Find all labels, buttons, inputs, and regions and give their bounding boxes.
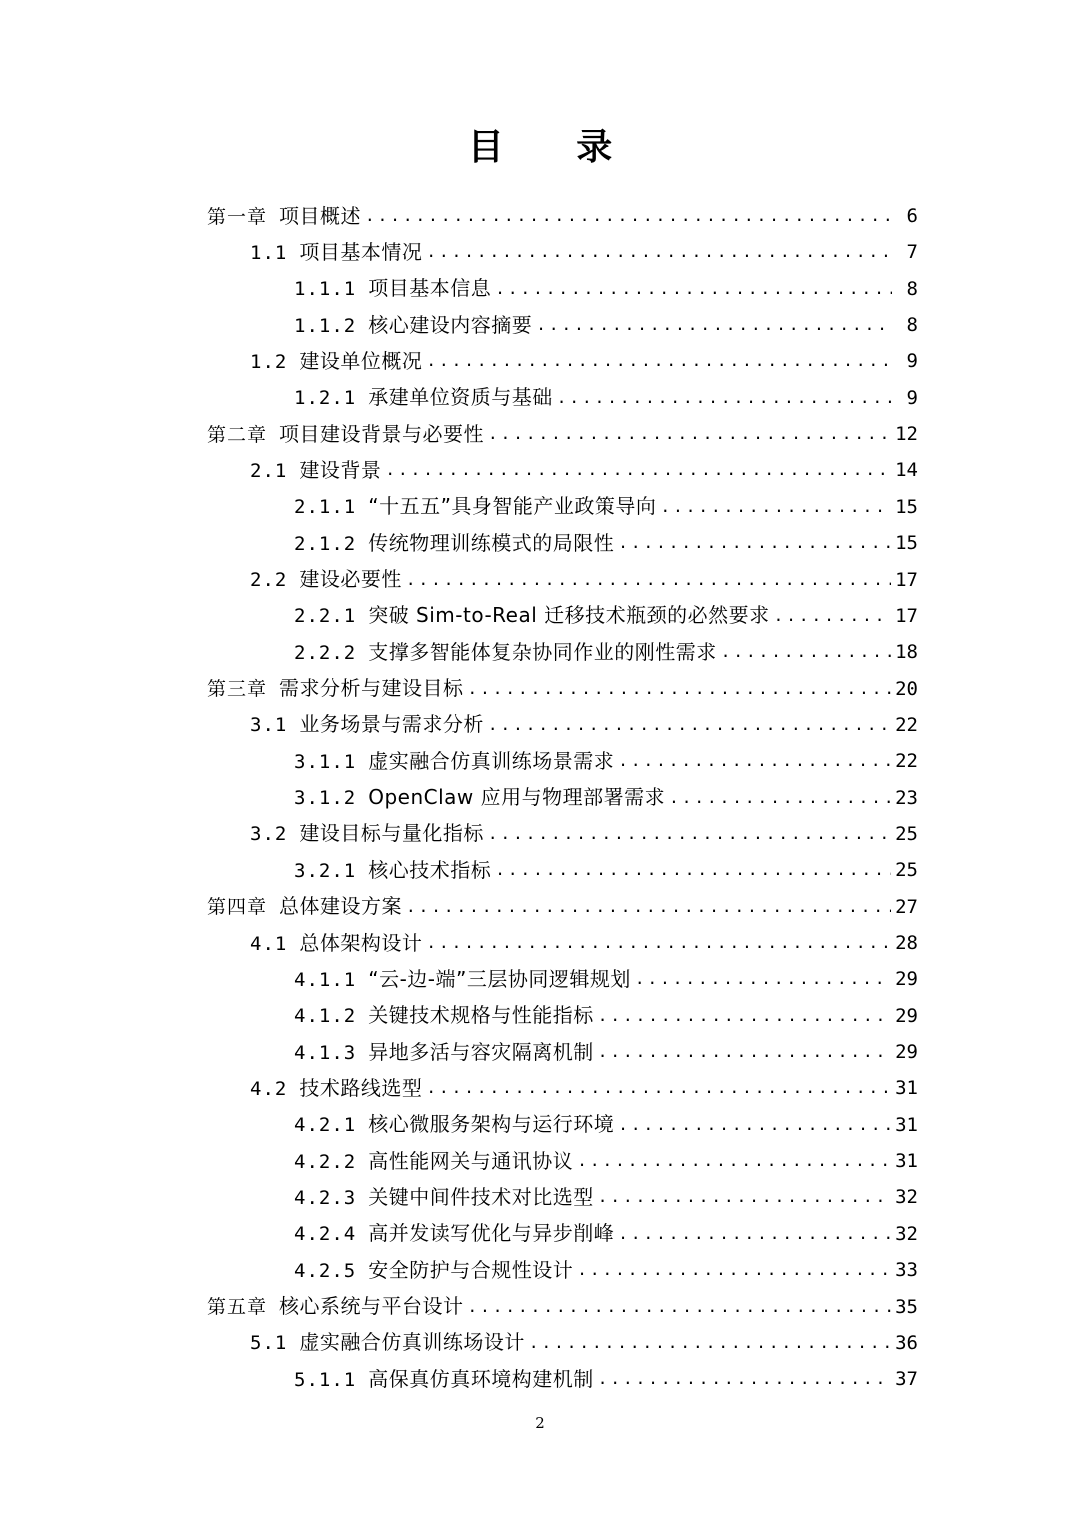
toc-entry[interactable] <box>207 416 918 452</box>
toc-entry-number: 4.2.4 <box>294 1223 357 1246</box>
toc-entry-text: 核心系统与平台设计 <box>279 1294 464 1318</box>
toc-entry-page: 31 <box>895 1113 918 1136</box>
toc-dot-leader <box>660 489 891 525</box>
toc-entry[interactable] <box>294 634 918 670</box>
toc-dot-leader <box>495 852 891 888</box>
toc-entry-label <box>207 416 484 453</box>
toc-entry-label <box>294 379 553 416</box>
toc-entry-label <box>294 1179 594 1216</box>
toc-entry-number: 1.1 <box>250 241 288 264</box>
toc-entry-number: 1.2 <box>250 350 288 373</box>
toc-entry-number: 1.1.2 <box>294 314 357 337</box>
toc-entry-number: 2.2 <box>250 569 288 591</box>
toc-entry[interactable] <box>250 1070 918 1106</box>
toc-entry-number: 2.2.2 <box>294 641 357 664</box>
toc-entry-number: 3.1 <box>250 714 288 737</box>
toc-dot-leader <box>495 271 892 307</box>
toc-entry-label <box>250 234 422 271</box>
toc-entry-label <box>250 1324 525 1361</box>
toc-entry[interactable] <box>294 998 918 1034</box>
toc-entry-page: 29 <box>895 1041 918 1064</box>
toc-dot-leader <box>721 634 891 670</box>
toc-dot-leader <box>618 743 891 779</box>
toc-entry[interactable] <box>294 1252 918 1288</box>
toc-entry-number: 4.1.1 <box>294 968 357 991</box>
toc-entry-number: 第三章 <box>207 678 268 701</box>
toc-dot-leader <box>488 707 891 743</box>
toc-title: 目 录 <box>467 127 643 168</box>
toc-entry-page: 22 <box>895 750 918 773</box>
toc-entry-text: 传统物理训练模式的局限性 <box>368 530 615 555</box>
toc-entry-label <box>294 307 532 344</box>
toc-entry-page: 25 <box>895 822 918 845</box>
toc-entry-page: 36 <box>895 1331 918 1354</box>
toc-dot-leader <box>426 1070 891 1106</box>
toc-dot-leader <box>536 307 892 343</box>
toc-entry-text: 建设必要性 <box>299 567 402 591</box>
toc-entry-number: 4.1.2 <box>294 1005 357 1028</box>
toc-entry-text: 项目基本情况 <box>299 239 423 264</box>
toc-entry-number: 4.2.2 <box>294 1150 357 1173</box>
toc-entry[interactable] <box>294 743 918 779</box>
toc-entry-label <box>294 1215 614 1252</box>
toc-entry-page: 31 <box>895 1150 918 1173</box>
toc-dot-leader <box>365 198 892 234</box>
toc-entry-label <box>207 1288 464 1325</box>
toc-entry-text: 建设单位概况 <box>299 348 423 373</box>
toc-entry-label <box>294 270 491 307</box>
toc-entry-number: 5.1 <box>250 1332 288 1355</box>
toc-entry-page: 32 <box>895 1222 918 1245</box>
toc-entry-page: 9 <box>906 350 918 373</box>
toc-entry-text: 建设背景 <box>299 457 382 482</box>
toc-entry-text: 核心微服务架构与运行环境 <box>368 1112 615 1137</box>
toc-dot-leader <box>618 1107 891 1143</box>
toc-dot-leader <box>488 816 891 852</box>
toc-entry-page: 22 <box>895 713 918 736</box>
toc-entry-text: 业务场景与需求分析 <box>299 712 484 737</box>
toc-entry-label <box>294 488 656 525</box>
toc-dot-leader <box>468 1289 892 1325</box>
toc-entry-text: 支撑多智能体复杂协同作业的刚性需求 <box>368 639 717 664</box>
toc-entry-page: 27 <box>895 895 918 918</box>
toc-entry[interactable] <box>294 1034 918 1070</box>
toc-entry-number: 2.1 <box>250 459 288 482</box>
toc-entry-text: 需求分析与建设目标 <box>279 676 464 701</box>
toc-entry-number: 2.2.1 <box>294 605 357 628</box>
toc-entry-text: OpenClaw 应用与物理部署需求 <box>368 785 666 810</box>
toc-entry-page: 17 <box>895 604 918 627</box>
toc-entry-text: 高并发读写优化与异步削峰 <box>368 1221 615 1246</box>
toc-dot-leader <box>406 889 891 925</box>
toc-entry-text: 总体架构设计 <box>299 930 423 955</box>
toc-entry[interactable] <box>207 1289 918 1325</box>
toc-entry-number: 2.1.1 <box>294 496 357 519</box>
toc-entry-label <box>294 743 614 780</box>
toc-entry[interactable] <box>294 525 918 561</box>
toc-entry-text: 关键技术规格与性能指标 <box>368 1003 594 1028</box>
toc-entry-label <box>250 561 402 598</box>
toc-entry-page: 28 <box>895 932 918 954</box>
toc-entry-number: 第五章 <box>207 1296 268 1318</box>
toc-entry-number: 3.2 <box>250 823 288 846</box>
toc-entry-text: 安全防护与合规性设计 <box>368 1257 574 1282</box>
toc-entry-page: 25 <box>895 859 918 882</box>
toc-entry[interactable] <box>207 889 918 925</box>
toc-dot-leader <box>635 961 891 997</box>
toc-entry[interactable] <box>294 1143 918 1179</box>
toc-dot-leader <box>385 452 891 488</box>
toc-entry-text: 项目建设背景与必要性 <box>279 421 485 446</box>
toc-entry-number: 3.1.1 <box>294 750 357 773</box>
toc-dot-leader <box>774 598 891 634</box>
toc-entry-text: 核心技术指标 <box>368 857 492 882</box>
toc-entry[interactable] <box>294 271 918 307</box>
toc-entry-text: 技术路线选型 <box>299 1075 423 1100</box>
toc-entry-label <box>294 997 594 1034</box>
toc-entry-page: 37 <box>895 1368 918 1391</box>
toc-entry[interactable] <box>294 1361 918 1397</box>
toc-entry[interactable] <box>250 234 918 270</box>
toc-entry-label <box>294 525 614 562</box>
toc-entry-label <box>250 1070 422 1107</box>
toc-entry[interactable] <box>294 1107 918 1143</box>
toc-entry-page: 29 <box>895 1004 918 1027</box>
toc-entry-label <box>294 1143 573 1180</box>
toc-entry-page: 8 <box>906 314 918 337</box>
toc-entry-label <box>294 961 631 998</box>
toc-entry-label <box>294 852 491 889</box>
toc-entry-text: 建设目标与量化指标 <box>299 821 484 846</box>
toc-dot-leader <box>426 343 892 379</box>
toc-entry-page: 32 <box>895 1186 918 1209</box>
toc-entry-number: 第四章 <box>207 896 268 919</box>
toc-entry-label <box>294 1252 573 1289</box>
toc-entry[interactable] <box>250 816 918 852</box>
toc-entry-text: 总体建设方案 <box>279 894 403 919</box>
toc-entry[interactable] <box>294 961 918 997</box>
toc-dot-leader <box>577 1252 891 1288</box>
toc-entry-label <box>207 198 361 235</box>
toc-entry-number: 4.1 <box>250 932 288 955</box>
toc-entry[interactable] <box>294 780 918 816</box>
toc-entry-text: 承建单位资质与基础 <box>368 385 553 410</box>
toc-entry-label <box>250 925 422 962</box>
toc-entry-page: 14 <box>895 459 918 482</box>
toc-entry[interactable] <box>250 452 918 488</box>
toc-entry-page: 8 <box>906 277 918 300</box>
toc-entry[interactable] <box>250 343 918 379</box>
toc-entry-number: 4.2.1 <box>294 1114 357 1137</box>
toc-entry-number: 5.1.1 <box>294 1368 357 1391</box>
toc-entry-text: 关键中间件技术对比选型 <box>368 1184 594 1209</box>
toc-entry-number: 3.2.1 <box>294 859 357 882</box>
toc-entry-page: 15 <box>895 532 918 555</box>
toc-entry[interactable] <box>294 307 918 343</box>
toc-entry-label <box>294 634 717 671</box>
toc-entry-page: 18 <box>895 641 918 664</box>
page-number: 2 <box>535 1414 545 1432</box>
toc-entry-page: 31 <box>895 1077 918 1100</box>
toc-dot-leader <box>598 998 891 1034</box>
toc-entry-number: 4.2.5 <box>294 1259 357 1282</box>
toc-entry-text: 高性能网关与通讯协议 <box>368 1148 574 1173</box>
toc-entry-label <box>294 1034 594 1071</box>
toc-dot-leader <box>598 1179 891 1215</box>
toc-entry-label <box>250 343 422 380</box>
toc-entry-page: 7 <box>906 241 918 264</box>
toc-dot-leader <box>406 562 891 598</box>
toc-dot-leader <box>669 780 891 816</box>
toc-dot-leader <box>618 1216 891 1252</box>
toc-entry-number: 1.2.1 <box>294 387 357 410</box>
toc-dot-leader <box>618 525 891 561</box>
toc-entry-page: 12 <box>895 423 918 446</box>
toc-dot-leader <box>577 1143 891 1179</box>
toc-entry-text: 虚实融合仿真训练场设计 <box>299 1330 525 1355</box>
toc-entry[interactable] <box>207 198 918 234</box>
toc-entry-number: 2.1.2 <box>294 532 357 555</box>
toc-entry-page: 35 <box>895 1295 918 1318</box>
toc-entry-text: 项目概述 <box>279 203 362 228</box>
toc-entry-label <box>294 779 665 816</box>
toc-entry[interactable] <box>294 380 918 416</box>
toc-entry[interactable] <box>294 1216 918 1252</box>
toc-entry-label <box>250 815 484 852</box>
toc-entry-text: 项目基本信息 <box>368 276 492 301</box>
toc-entry-text: 异地多活与容灾隔离机制 <box>368 1039 594 1064</box>
toc-entry-number: 第一章 <box>207 205 268 228</box>
toc-dot-leader <box>426 925 891 961</box>
toc-entry-page: 6 <box>906 205 918 227</box>
toc-dot-leader <box>488 416 891 452</box>
toc-entry[interactable] <box>294 489 918 525</box>
toc-entry[interactable] <box>250 707 918 743</box>
toc-entry-number: 4.1.3 <box>294 1041 357 1064</box>
toc-entry-text: 虚实融合仿真训练场景需求 <box>368 748 615 773</box>
toc-dot-leader <box>598 1034 891 1070</box>
toc-entry[interactable] <box>250 1325 918 1361</box>
toc-entry[interactable] <box>294 852 918 888</box>
toc-entry-page: 33 <box>895 1259 918 1282</box>
toc-entry-number: 3.1.2 <box>294 787 357 810</box>
toc-entry-number: 1.1.1 <box>294 278 357 301</box>
toc-entry[interactable] <box>294 1179 918 1215</box>
toc-entry[interactable] <box>294 598 918 634</box>
toc-entry-label <box>294 1361 594 1398</box>
toc-entry-number: 4.2 <box>250 1077 288 1100</box>
toc-entry[interactable] <box>250 562 918 598</box>
toc-entry-page: 29 <box>895 968 918 991</box>
toc-entry-text: “云-边-端”三层协同逻辑规划 <box>368 966 631 991</box>
toc-entry-text: 核心建设内容摘要 <box>368 312 533 337</box>
toc-entry-label <box>294 1106 614 1143</box>
toc-dot-leader <box>426 234 892 270</box>
toc-entry[interactable] <box>207 671 918 707</box>
toc-entry-label <box>207 670 464 707</box>
toc-entry-page: 15 <box>895 495 918 518</box>
toc-dot-leader <box>529 1325 891 1361</box>
toc-entry-label <box>250 452 381 489</box>
toc-entry-label <box>250 706 484 743</box>
toc-entry-page: 23 <box>895 786 918 809</box>
toc-dot-leader <box>598 1361 891 1397</box>
toc-entry-page: 17 <box>895 568 918 591</box>
toc-entry-number: 4.2.3 <box>294 1186 357 1209</box>
toc-entry-text: 突破 Sim-to-Real 迁移技术瓶颈的必然要求 <box>368 603 770 628</box>
toc-dot-leader <box>557 380 892 416</box>
toc-dot-leader <box>468 671 892 707</box>
toc-entry-number: 第二章 <box>207 423 268 446</box>
toc-entry[interactable] <box>250 925 918 961</box>
toc-entry-label <box>207 888 402 925</box>
toc-entry-page: 9 <box>906 386 918 409</box>
toc-entry-label <box>294 597 770 634</box>
toc-entry-text: “十五五”具身智能产业政策导向 <box>368 494 657 519</box>
toc-entry-page: 20 <box>895 677 918 700</box>
toc-entry-text: 高保真仿真环境构建机制 <box>368 1366 594 1391</box>
